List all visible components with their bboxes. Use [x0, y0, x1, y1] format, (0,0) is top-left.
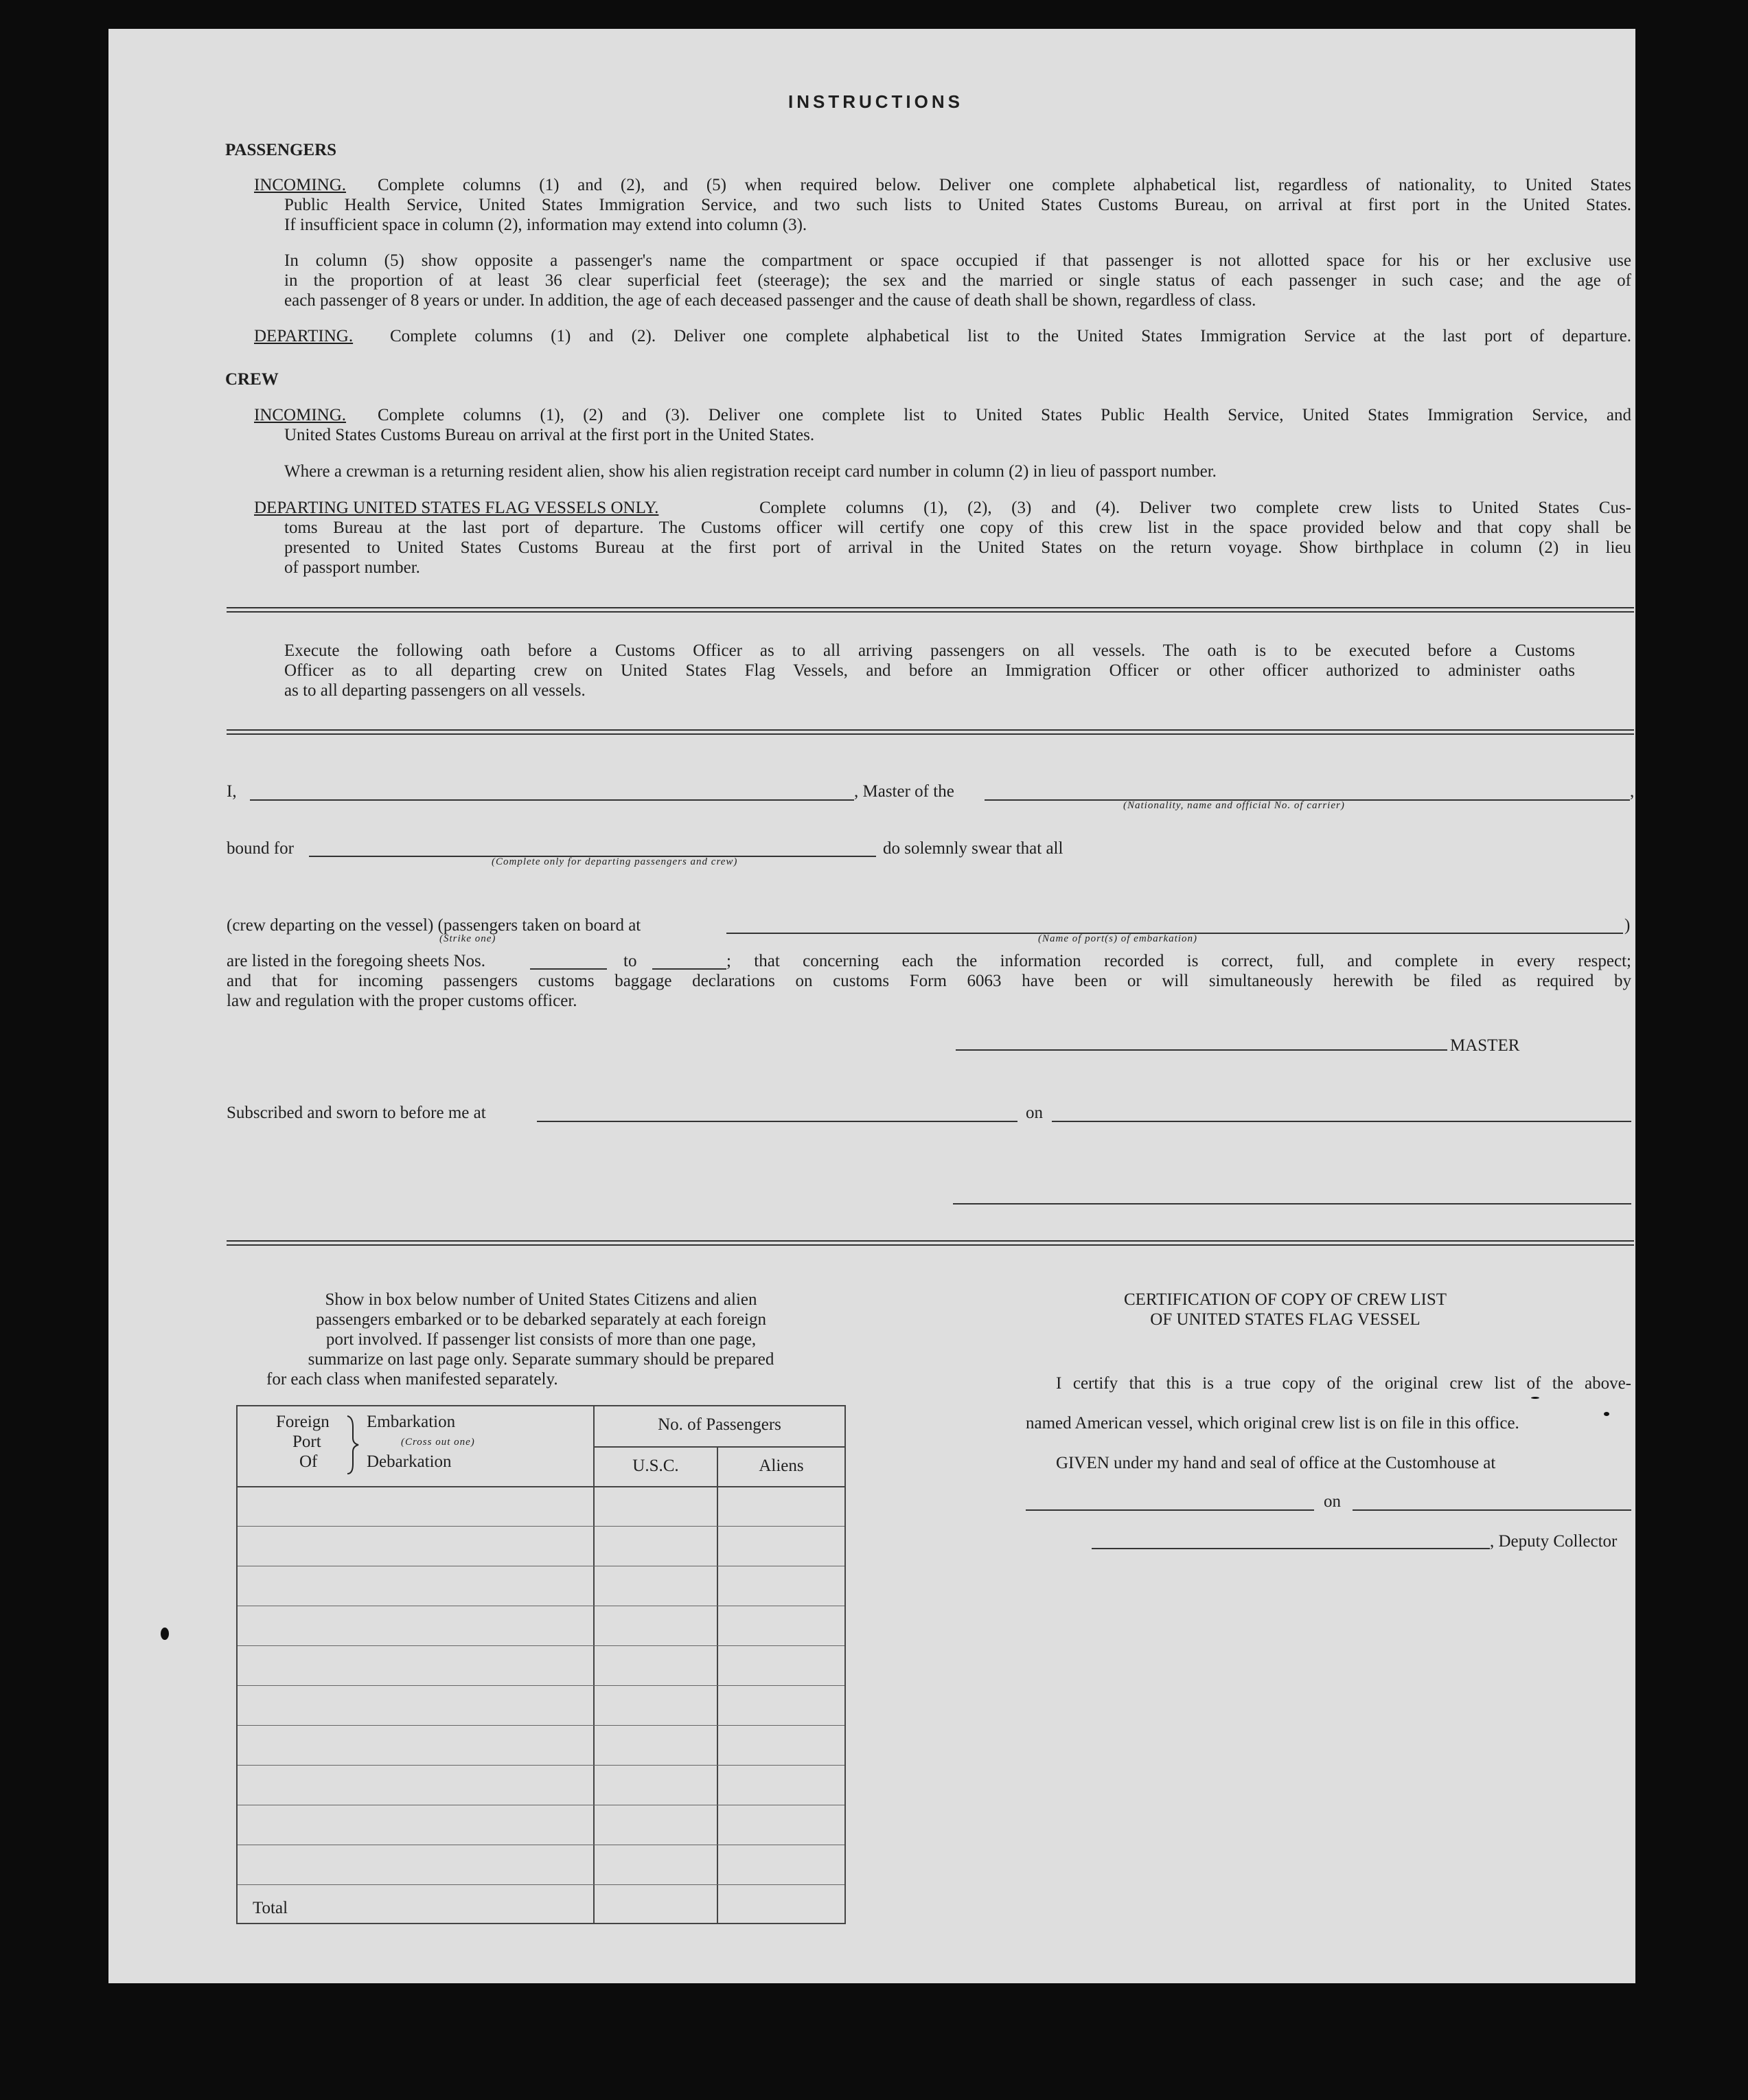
customhouse-place-line[interactable]	[1026, 1509, 1314, 1511]
usc-header: U.S.C.	[632, 1457, 679, 1475]
crew-passengers-text: (crew departing on the vessel) (passengers taken on board at	[227, 916, 641, 935]
table-row-line	[238, 1884, 844, 1885]
table-divider	[593, 1406, 595, 1923]
debarkation-label: Debarkation	[367, 1452, 452, 1471]
officer-signature-line[interactable]	[953, 1203, 1631, 1205]
section-divider	[227, 607, 1634, 613]
page-title: INSTRUCTIONS	[788, 91, 963, 112]
deputy-collector-label: , Deputy Collector	[1490, 1532, 1618, 1551]
section-divider	[227, 729, 1634, 735]
summary-line-2: passengers embarked or to be debarked separately at each foreign	[316, 1310, 766, 1329]
oath-instructions-line-1: Execute the following oath before a Customs Officer as to all arriving passengers on all vessels. The oath is to be executed before a Customs	[284, 641, 1575, 660]
aliens-header: Aliens	[759, 1457, 804, 1475]
document-page	[108, 29, 1635, 1983]
scan-speck	[1531, 1397, 1539, 1399]
crew-departing-line-2: toms Bureau at the last port of departure. The Customs officer will certify one copy of this crew list in the space provided below and that copy shall be	[284, 518, 1631, 537]
bound-for-label: bound for	[227, 839, 294, 858]
sheet-from-line[interactable]	[530, 968, 607, 970]
certification-title-line-1: CERTIFICATION OF COPY OF CREW LIST	[1123, 1290, 1447, 1309]
certification-title-line-2: OF UNITED STATES FLAG VESSEL	[1150, 1310, 1421, 1329]
crew-departing-line-4: of passport number.	[284, 558, 420, 577]
cross-out-caption: (Cross out one)	[401, 1437, 475, 1448]
sworn-on-label: on	[1026, 1104, 1043, 1122]
table-row-line	[238, 1526, 844, 1527]
no-passengers-header: No. of Passengers	[658, 1415, 781, 1434]
scan-speck	[1604, 1412, 1609, 1416]
master-of-the-label: , Master of the	[854, 782, 954, 801]
passengers-incoming-label: INCOMING.	[254, 176, 347, 194]
crew-heading: CREW	[225, 370, 279, 389]
listed-to: to	[623, 952, 637, 970]
master-signature-line[interactable]	[956, 1049, 1447, 1051]
sheet-to-line[interactable]	[652, 968, 726, 970]
oath-line-3: law and regulation with the proper customs officer.	[227, 992, 577, 1010]
table-row-line	[238, 1645, 844, 1646]
crew-departing-line-3: presented to United States Customs Bureau at the first port of arrival in the United States on the return voyage. Show birthplace in column (2) in lieu	[284, 538, 1631, 557]
embarkation-close-paren: )	[1624, 916, 1631, 935]
of-label: Of	[299, 1452, 318, 1471]
certification-date-line[interactable]	[1353, 1509, 1631, 1511]
carrier-caption: (Nationality, name and official No. of carrier)	[1123, 800, 1345, 811]
certification-on-label: on	[1324, 1492, 1341, 1511]
crew-incoming-label: INCOMING.	[254, 406, 347, 424]
summary-line-4: summarize on last page only. Separate summary should be prepared	[308, 1350, 774, 1369]
embarkation-label: Embarkation	[367, 1413, 456, 1431]
master-name-line[interactable]	[250, 799, 854, 801]
passengers-col5-line-3: each passenger of 8 years or under. In addition, the age of each deceased passenger and the cause of death shall be shown, regardless of class.	[284, 291, 1256, 310]
oath-instructions-line-2: Officer as to all departing crew on United States Flag Vessels, and before an Immigration Officer or other officer authorized to administer oaths	[284, 661, 1575, 680]
crew-departing-line-1: Complete columns (1), (2), (3) and (4). Deliver two complete crew lists to United States Cus-	[759, 499, 1631, 517]
table-row-line	[238, 1685, 844, 1686]
crew-incoming-line-2: United States Customs Bureau on arrival at the first port in the United States.	[284, 426, 815, 444]
table-header-divider	[238, 1486, 844, 1487]
certification-line-2: named American vessel, which original crew list is on file in this office.	[1026, 1414, 1519, 1433]
listed-prefix: are listed in the foregoing sheets Nos.	[227, 952, 485, 970]
passengers-departing-label: DEPARTING.	[254, 327, 354, 345]
deputy-signature-line[interactable]	[1092, 1548, 1490, 1549]
passengers-incoming-line-3: If insufficient space in column (2), information may extend into column (3).	[284, 216, 807, 234]
passengers-incoming-line-1: Complete columns (1) and (2), and (5) when required below. Deliver one complete alphabetical list, regardless of nationality, to United States	[378, 176, 1631, 194]
oath-instructions-line-3: as to all departing passengers on all vessels.	[284, 681, 586, 700]
certification-line-3: GIVEN under my hand and seal of office at the Customhouse at	[1056, 1454, 1496, 1472]
sworn-date-line[interactable]	[1052, 1121, 1631, 1122]
summary-line-5: for each class when manifested separately.	[266, 1370, 558, 1389]
table-divider	[595, 1446, 844, 1448]
port-label: Port	[292, 1433, 321, 1451]
table-row-line	[238, 1765, 844, 1766]
port-caption: (Name of port(s) of embarkation)	[1038, 933, 1197, 944]
strike-one-caption: (Strike one)	[439, 933, 496, 944]
passengers-departing-text: Complete columns (1) and (2). Deliver one complete alphabetical list to the United States Immigration Service at the last port of departure.	[390, 327, 1631, 345]
crew-resident-text: Where a crewman is a returning resident alien, show his alien registration receipt card number in column (2) in lieu of passport number.	[284, 462, 1217, 481]
sworn-place-line[interactable]	[537, 1121, 1017, 1122]
master-label: MASTER	[1450, 1036, 1520, 1055]
carrier-comma: ,	[1630, 782, 1635, 801]
bound-for-caption: (Complete only for departing passengers and crew)	[492, 856, 738, 867]
subscribed-text: Subscribed and sworn to before me at	[227, 1104, 486, 1122]
passengers-col5-line-2: in the proportion of at least 36 clear superficial feet (steerage); the sex and the married or single status of each passenger in such case; and the age of	[284, 271, 1631, 290]
passenger-summary-table	[236, 1405, 846, 1924]
summary-line-1: Show in box below number of United States Citizens and alien	[325, 1290, 757, 1309]
table-divider	[717, 1446, 718, 1923]
crew-departing-label: DEPARTING UNITED STATES FLAG VESSELS ONLY.	[254, 499, 659, 517]
listed-suffix: ; that concerning each the information recorded is correct, full, and complete in every respect;	[726, 952, 1631, 970]
foreign-label: Foreign	[276, 1413, 330, 1431]
oath-i-label: I,	[227, 782, 237, 801]
oath-line-2: and that for incoming passengers customs baggage declarations on customs Form 6063 have been or will simultaneously herewith be filed as required by	[227, 972, 1631, 990]
certification-line-1: I certify that this is a true copy of the original crew list of the above-	[1056, 1374, 1631, 1393]
passengers-heading: PASSENGERS	[225, 141, 337, 159]
brace-icon	[343, 1415, 364, 1475]
scan-speck	[161, 1628, 169, 1640]
table-row-line	[238, 1725, 844, 1726]
crew-incoming-line-1: Complete columns (1), (2) and (3). Deliver one complete list to United States Public Health Service, United States Immigration Service, and	[378, 406, 1631, 424]
passengers-incoming-line-2: Public Health Service, United States Immigration Service, and two such lists to United States Customs Bureau, on arrival at first port in the United States.	[284, 196, 1631, 214]
total-label: Total	[253, 1899, 288, 1917]
passengers-col5-line-1: In column (5) show opposite a passenger's name the compartment or space occupied if that passenger is not allotted space for his or her exclusive use	[284, 251, 1631, 270]
section-divider	[227, 1240, 1634, 1246]
swear-text: do solemnly swear that all	[883, 839, 1063, 858]
summary-line-3: port involved. If passenger list consists of more than one page,	[325, 1330, 757, 1349]
